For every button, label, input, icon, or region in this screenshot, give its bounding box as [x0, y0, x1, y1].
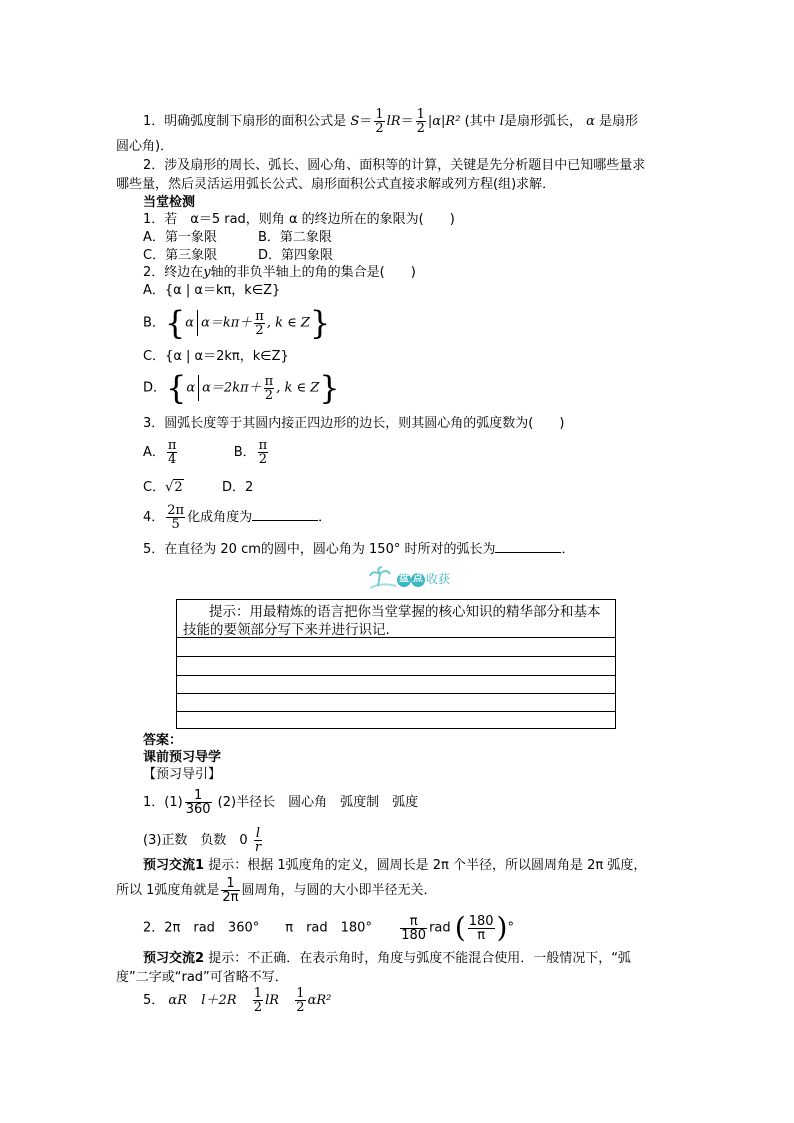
answer-1-3 [143, 826, 264, 856]
preview-exchange-2 [143, 951, 631, 967]
quiz-q2-text: 2．终边在 [143, 265, 204, 280]
fraction-pi-2: $\frac{\pi}{2}$ [264, 373, 274, 403]
answer-blank[interactable] [252, 508, 318, 521]
math-lR: lR [265, 993, 280, 1008]
math-S: S [350, 114, 360, 129]
fraction-l-r: $\frac{l}{r}$ [254, 826, 262, 855]
summary-banner [368, 566, 454, 592]
intro-line-1b: 圆心角)． [116, 139, 174, 154]
exchange-text: 提示：不正确．在表示角时，角度与弧度不能混合使用．一般情况下，“弧 [208, 951, 631, 966]
exchange-text: 圆周角，与圆的大小即半径无关． [241, 883, 437, 898]
quiz-q5-text: 5．在直径为 20 cm的圆中，圆心角为 150° 时所对的弧长为 [143, 542, 496, 557]
quiz-q1-D: D．第四象限 [258, 248, 334, 263]
fraction-pi-2: $\frac{\pi}{2}$ [258, 438, 268, 467]
quiz-q1-B: B．第二象限 [258, 230, 332, 245]
option-label: D． [143, 380, 167, 396]
math-l2R: l＋2R [201, 993, 237, 1008]
answer-label: 1．(1) [143, 795, 183, 810]
preview-exchange-1 [143, 858, 646, 874]
math-alpha: α [186, 380, 196, 396]
quiz-q1: 1．若 α＝5 rad，则角 α 的终边所在的象限为( ) [143, 212, 455, 227]
punct: ． [318, 510, 332, 525]
math-expr: α＝2kπ＋ [202, 380, 262, 396]
quiz-q1-C: C．第三象限 [143, 248, 218, 263]
punct: ． [561, 542, 575, 557]
intro-text: 是扇形弧长， [503, 114, 582, 129]
quiz-q2-text: 轴的非负半轴上的角的集合是( ) [210, 265, 416, 280]
quiz-q2 [143, 265, 416, 281]
fraction-180-pi: $\frac{180}{\pi}$ [468, 913, 494, 943]
option-label: C． [143, 480, 166, 495]
math-abs: |α|R² [427, 114, 461, 129]
fraction-half: $\frac{1}{2}$ [416, 107, 425, 136]
preview-exchange-2b: 度”二字或“rad”可省略不写． [116, 970, 288, 985]
intro-text: (其中 [464, 114, 496, 129]
note-line[interactable] [177, 693, 615, 694]
note-line[interactable] [177, 675, 615, 676]
quiz-q2-C: C．{α | α＝2kπ，k∈Z} [143, 349, 289, 364]
quiz-q3-AB [143, 438, 270, 468]
answers-heading: 答案： [143, 733, 183, 748]
intro-line-1 [143, 108, 638, 135]
fraction-pi-4: $\frac{\pi}{4}$ [167, 438, 177, 467]
notes-box [176, 599, 616, 729]
quiz-q3-C [143, 480, 184, 496]
answer-text: 2．2π rad 360° π rad 180° [143, 920, 372, 936]
fraction-half: $\frac{1}{2}$ [253, 986, 263, 1015]
math-eq: ＝ [359, 114, 373, 129]
math-expr: , k ∈ Z [266, 315, 310, 331]
answer-text: (3)正数 负数 0 [143, 833, 248, 848]
answers-subheading: 课前预习导学 [143, 750, 222, 765]
answer-label: 5． [143, 993, 165, 1008]
intro-text: 1．明确弧度制下扇形的面积公式是 [143, 114, 347, 129]
quiz-q3-D: D．2 [222, 480, 254, 495]
option-label: B． [233, 445, 256, 460]
option-label: B． [143, 315, 165, 331]
preview-exchange-1b [116, 876, 437, 906]
math-aR2: αR² [307, 993, 332, 1008]
math-lR: lR [386, 114, 401, 129]
quiz-heading: 当堂检测 [143, 195, 196, 210]
note-line[interactable] [177, 656, 615, 657]
math-alpha: α [586, 114, 595, 129]
note-line[interactable] [177, 711, 615, 712]
math-expr: α＝kπ＋ [201, 315, 253, 331]
option-label: A． [143, 445, 165, 460]
math-eq: ＝ [400, 114, 414, 129]
sqrt-symbol: √2 [165, 480, 183, 495]
answers-bracket: 【预习导引】 [143, 767, 222, 782]
answer-2: 2．2π rad 360° π rad 180° $\frac{\pi}{180}$ rad ( $\frac{180}{\pi}$ )° [143, 911, 514, 944]
intro-text: 是扇形 [599, 114, 639, 129]
fraction-1-360: $\frac{1}{360}$ [185, 788, 211, 817]
quiz-q1-A: A．第一象限 [143, 230, 217, 245]
intro-line-2b: 哪些量，然后灵活运用弧长公式、扇形面积公式直接求解或列方程(组)求解． [116, 177, 556, 192]
exchange-title: 预习交流2 [143, 951, 205, 966]
intro-line-2a: 2．涉及扇形的周长、弧长、圆心角、面积等的计算，关键是先分析题目中已知哪些量求 [143, 158, 646, 173]
answer-1 [143, 788, 418, 818]
banner-char-2: 点 [413, 573, 423, 584]
math-alpha: α [185, 315, 195, 331]
exchange-title: 预习交流1 [143, 858, 205, 873]
notes-tip [183, 603, 609, 639]
option-label: 4． [143, 510, 165, 525]
math-l: l [499, 114, 504, 129]
fraction-half: $\frac{1}{2}$ [375, 107, 384, 136]
quiz-q2-A: A．{α | α＝kπ，k∈Z} [143, 283, 281, 298]
note-line[interactable] [177, 637, 615, 638]
answer-5 [143, 985, 331, 1017]
banner-text: 收获 [426, 572, 451, 586]
fraction-2pi-5: $\frac{2\pi}{5}$ [167, 503, 185, 532]
quiz-q5 [143, 540, 574, 558]
math-y: y [203, 265, 211, 280]
quiz-q2-D: D．{α α＝2kπ＋ $\frac{\pi}{2}$ , k ∈ Z} [143, 369, 340, 407]
unit-rad: rad [429, 920, 451, 936]
banner-char-1: 盘 [399, 573, 409, 584]
math-expr: , k ∈ Z [276, 380, 320, 396]
fraction-pi-180: $\frac{\pi}{180}$ [401, 913, 427, 943]
fraction-half: $\frac{1}{2}$ [296, 986, 305, 1015]
quiz-q3: 3．圆弧长度等于其圆内接正四边形的边长，则其圆心角的弧度数为( ) [143, 416, 565, 431]
math-aR: αR [168, 993, 187, 1008]
exchange-text: 所以 1弧度角就是 [116, 883, 220, 898]
unit-degree: ° [507, 920, 514, 936]
quiz-q4 [143, 503, 331, 533]
quiz-q2-B: B．{α α＝kπ＋ $\frac{\pi}{2}$ , k ∈ Z} [143, 304, 331, 342]
fraction-1-2pi: $\frac{1}{2\pi}$ [222, 876, 239, 905]
answer-blank[interactable] [495, 540, 561, 553]
exchange-text: 提示：根据 1弧度角的定义，圆周长是 2π 个半径，所以圆周角是 2π 弧度， [208, 858, 647, 873]
answer-text: (2)半径长 圆心角 弧度制 弧度 [217, 795, 419, 810]
notes-tip-text: 提示：用最精炼的语言把你当堂掌握的核心知识的精华部分和基本技能的要领部分写下来并进行识记. [183, 604, 601, 638]
quiz-q4-text: 化成角度为 [187, 510, 253, 525]
fraction-pi-2: $\frac{\pi}{2}$ [255, 308, 264, 338]
